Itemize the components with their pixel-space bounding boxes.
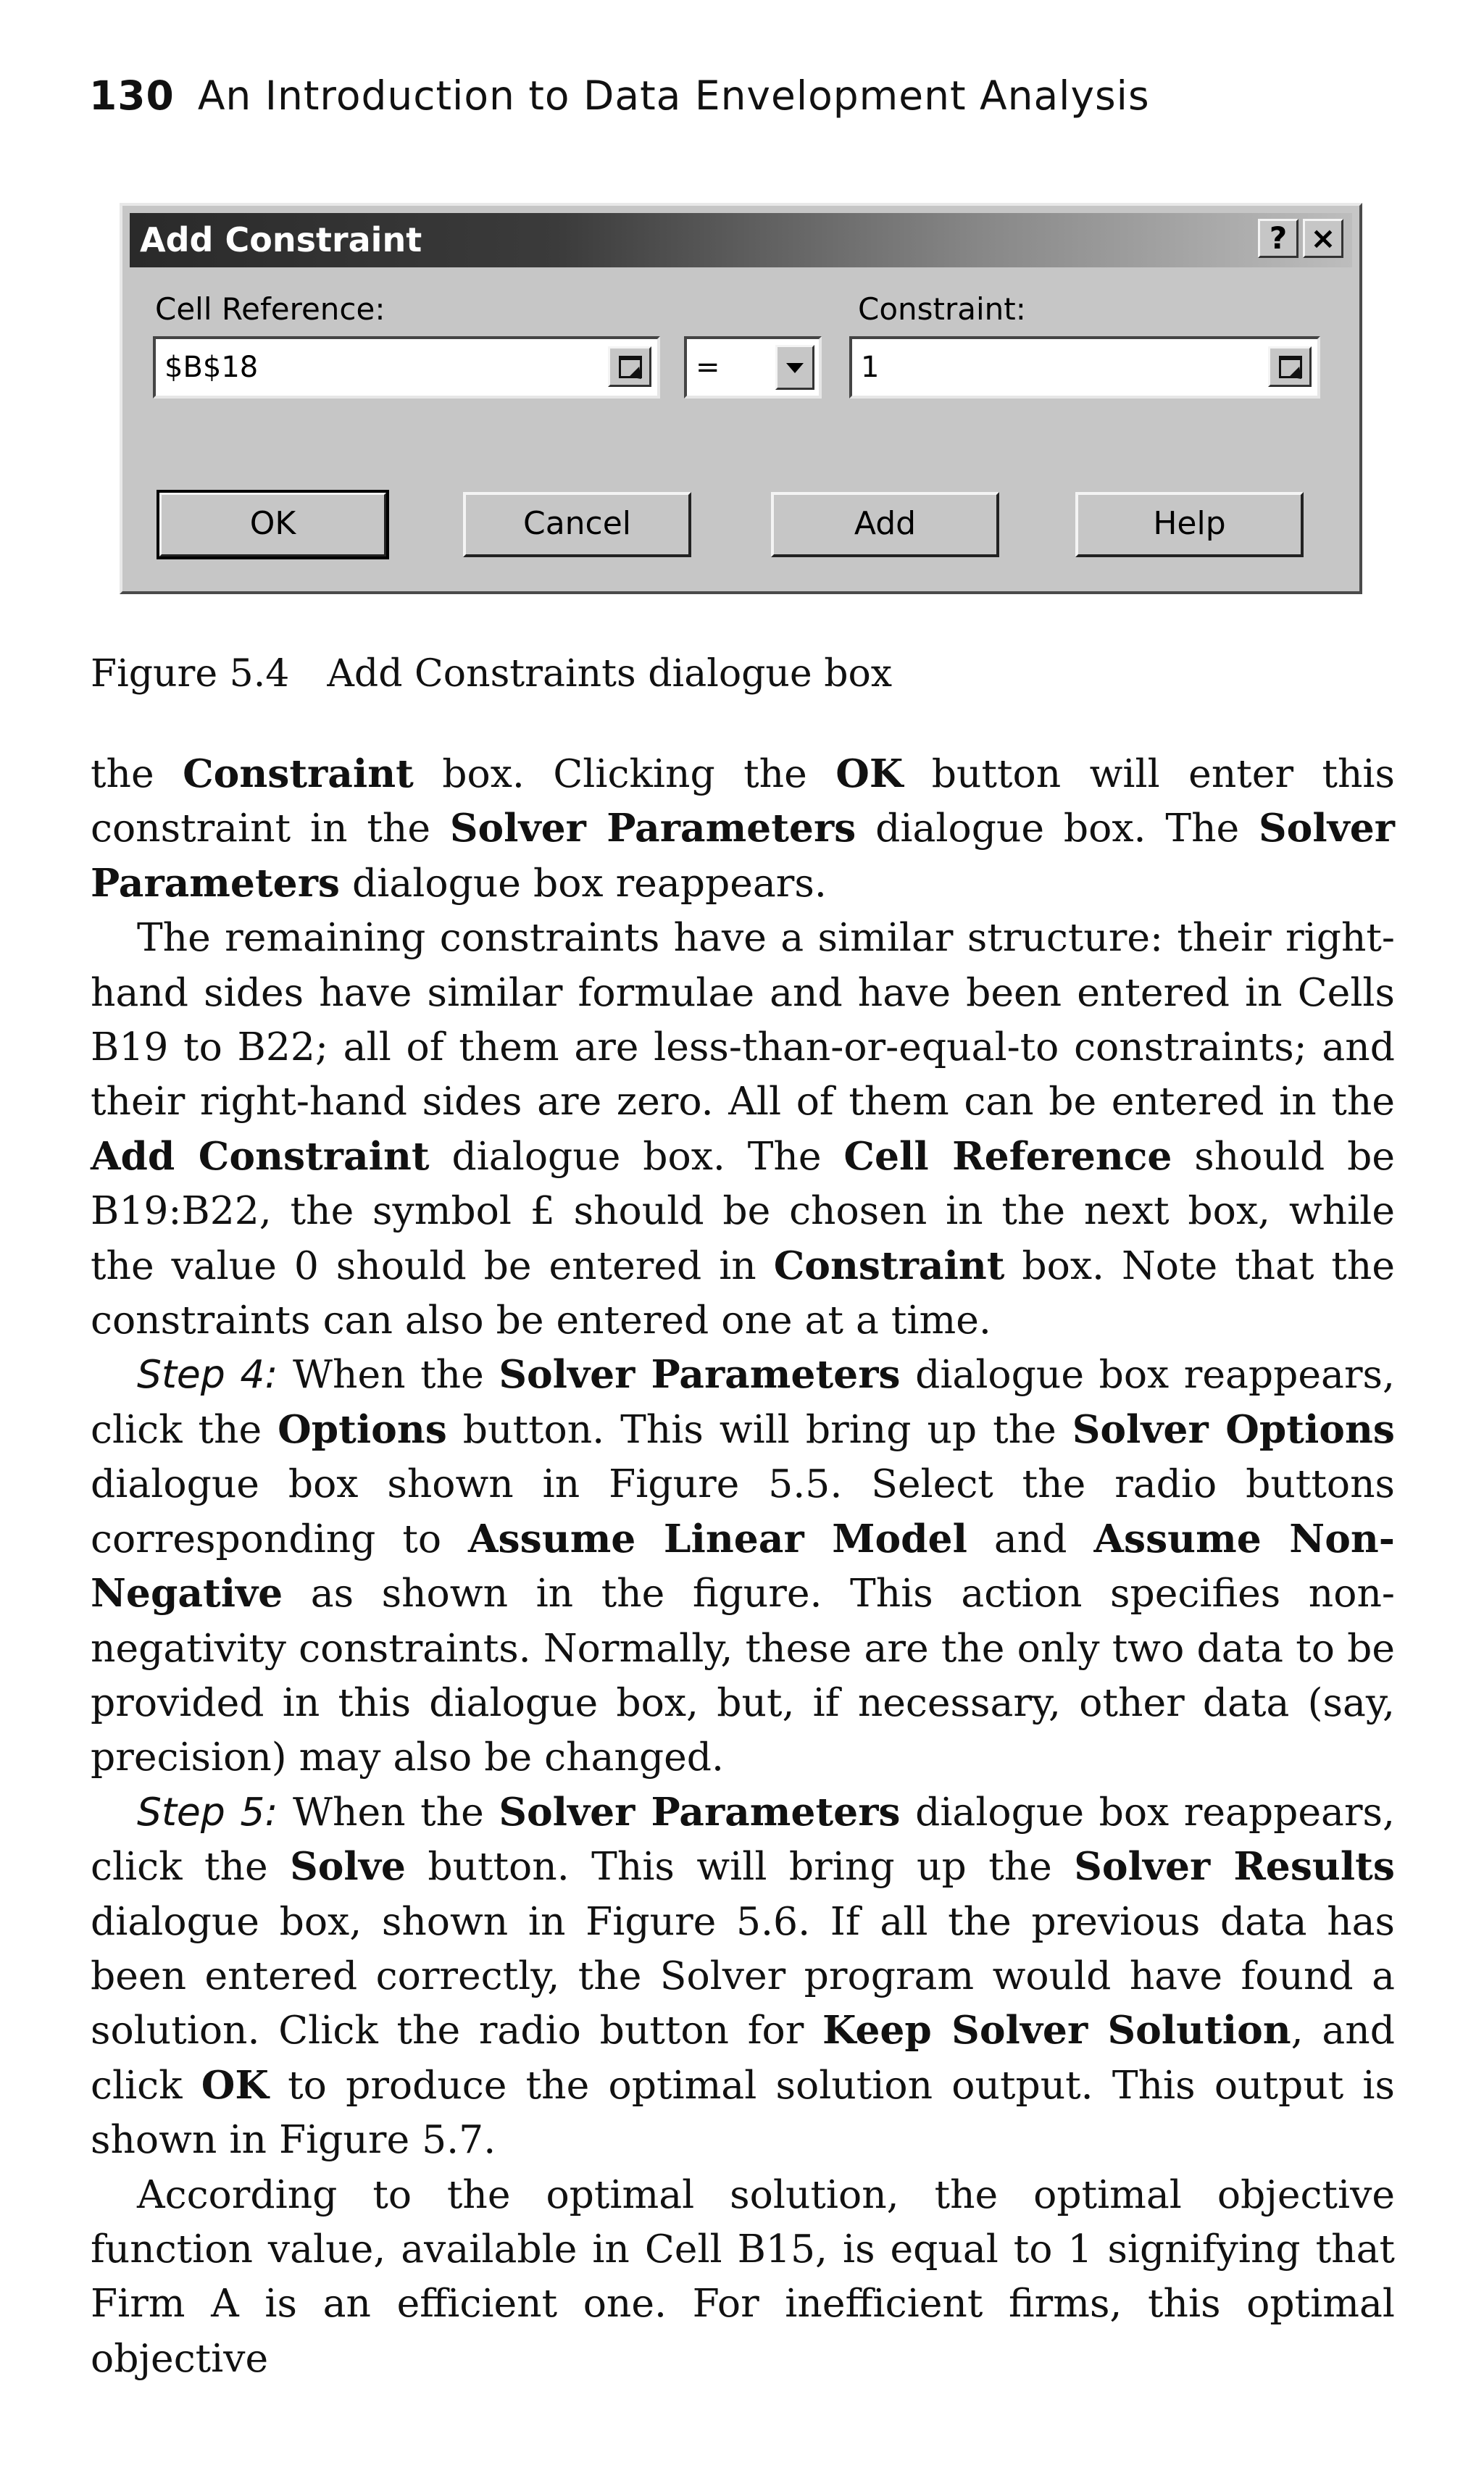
constraint-label: Constraint: xyxy=(858,291,1026,327)
paragraph: The remaining constraints have a similar structure: their right-hand sides have similar formulae and have been entered in Cells B19 to B22; all of them are less-than-or-equal-to constraints; and their right-hand sides are zero. All of them can be entered in the Add Constraint dialogue box. The Cell Reference should be B19:B22, the symbol £ should be chosen in the next box, while the value 0 should be entered in Constraint box. Note that the constraints can also be entered one at a time. xyxy=(91,914,1396,1343)
range-select-icon[interactable] xyxy=(1268,346,1312,387)
close-icon[interactable]: × xyxy=(1303,219,1343,258)
running-head-title: An Introduction to Data Envelopment Analysis xyxy=(197,72,1150,119)
cell-reference-label: Cell Reference: xyxy=(155,291,385,327)
dialog-titlebar xyxy=(130,213,1352,267)
add-constraint-dialog xyxy=(120,203,1362,594)
ok-button[interactable]: OK xyxy=(159,492,387,557)
body-text xyxy=(91,746,1395,2385)
dialog-title: Add Constraint xyxy=(140,220,422,259)
add-button[interactable]: Add xyxy=(771,492,999,557)
paragraph: the Constraint box. Clicking the OK button will enter this constraint in the Solver Parameters dialogue box. The Solver Parameters dialogue box reappears. xyxy=(91,751,1395,906)
paragraph: Step 5: When the Solver Parameters dialogue box reappears, click the Solve button. This will bring up the Solver Results dialogue box, shown in Figure 5.6. If all the previous data has been entered correctly, the Solver program would have found a solution. Click the radio button for Keep Solver Solution, and click OK to produce the optimal solution output. This output is shown in Figure 5.7. xyxy=(91,1788,1395,2163)
range-select-icon[interactable] xyxy=(608,346,651,387)
paragraph: Step 4: When the Solver Parameters dialogue box reappears, click the Options button. This will bring up the Solver Options dialogue box shown in Figure 5.5. Select the radio buttons corresponding to Assume Linear Model and Assume Non-Negative as shown in the figure. This action specifies non-negativity constraints. Normally, these are the only two data to be provided in this dialogue box, but, if necessary, other data (say, precision) may also be changed. xyxy=(91,1351,1395,1780)
running-head xyxy=(89,72,1150,119)
figure-caption xyxy=(91,652,892,696)
cancel-button[interactable]: Cancel xyxy=(463,492,691,557)
help-icon[interactable]: ? xyxy=(1258,219,1298,258)
step-label: Step 4: xyxy=(137,1351,278,1398)
figure-caption-text: Add Constraints dialogue box xyxy=(327,652,893,696)
help-button[interactable]: Help xyxy=(1075,492,1304,557)
step-label: Step 5: xyxy=(137,1788,278,1835)
constraint-input[interactable] xyxy=(849,336,1320,399)
cell-reference-input[interactable] xyxy=(153,336,660,399)
operator-select[interactable] xyxy=(684,336,822,399)
constraint-value: 1 xyxy=(861,351,880,384)
operator-value: = xyxy=(696,351,720,384)
cell-reference-value: $B$18 xyxy=(164,351,259,384)
chevron-down-icon[interactable] xyxy=(775,345,814,390)
page-number: 130 xyxy=(89,72,175,119)
paragraph: According to the optimal solution, the optimal objective function value, available in Cell B15, is equal to 1 signifying that Firm A is an efficient one. For inefficient firms, this optimal objective xyxy=(91,2171,1395,2381)
figure-number: Figure 5.4 xyxy=(91,652,290,696)
